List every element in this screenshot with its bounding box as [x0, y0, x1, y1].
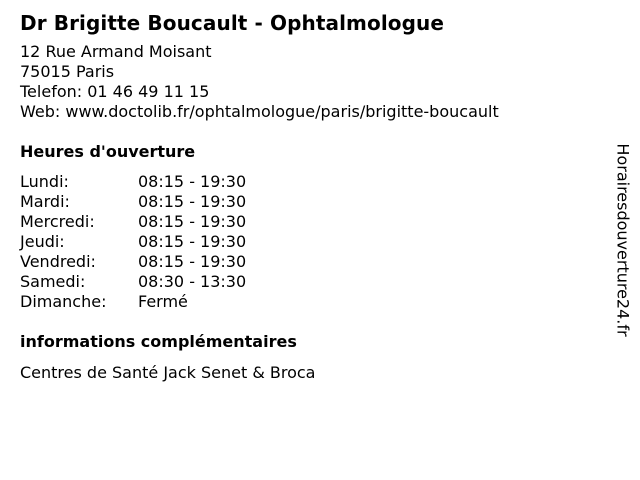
hours-row-sunday	[20, 292, 580, 312]
hours-row-saturday	[20, 272, 580, 292]
time-range: 08:15 - 19:30	[138, 172, 247, 191]
time-range: 08:15 - 19:30	[138, 252, 247, 271]
day-label: Jeudi:	[20, 232, 65, 251]
website-link[interactable]: Web: www.doctolib.fr/ophtalmologue/paris/brigitte-boucault	[20, 102, 499, 121]
opening-hours-heading: Heures d'ouverture	[20, 142, 196, 161]
additional-info-text: Centres de Santé Jack Senet & Broca	[20, 363, 316, 382]
hours-row-tuesday	[20, 192, 580, 212]
time-range: 08:15 - 19:30	[138, 232, 247, 251]
day-label: Dimanche:	[20, 292, 107, 311]
time-range: 08:15 - 19:30	[138, 192, 247, 211]
opening-hours-list	[20, 172, 580, 312]
day-label: Samedi:	[20, 272, 86, 291]
hours-row-wednesday	[20, 212, 580, 232]
day-label: Vendredi:	[20, 252, 96, 271]
time-range: Fermé	[138, 292, 188, 311]
hours-row-thursday	[20, 232, 580, 252]
business-card	[20, 10, 580, 383]
page-title: Dr Brigitte Boucault - Ophtalmologue	[20, 11, 445, 35]
hours-row-friday	[20, 252, 580, 272]
day-label: Lundi:	[20, 172, 69, 191]
watermark-text: Horairesdouverture24.fr	[614, 143, 634, 337]
city-address: 75015 Paris	[20, 62, 115, 81]
site-watermark	[611, 134, 635, 346]
hours-row-monday	[20, 172, 580, 192]
time-range: 08:15 - 19:30	[138, 212, 247, 231]
address-block	[20, 42, 580, 122]
time-range: 08:30 - 13:30	[138, 272, 247, 291]
phone-number: Telefon: 01 46 49 11 15	[20, 82, 210, 101]
day-label: Mercredi:	[20, 212, 95, 231]
day-label: Mardi:	[20, 192, 70, 211]
additional-info-heading: informations complémentaires	[20, 332, 297, 351]
street-address: 12 Rue Armand Moisant	[20, 42, 212, 61]
